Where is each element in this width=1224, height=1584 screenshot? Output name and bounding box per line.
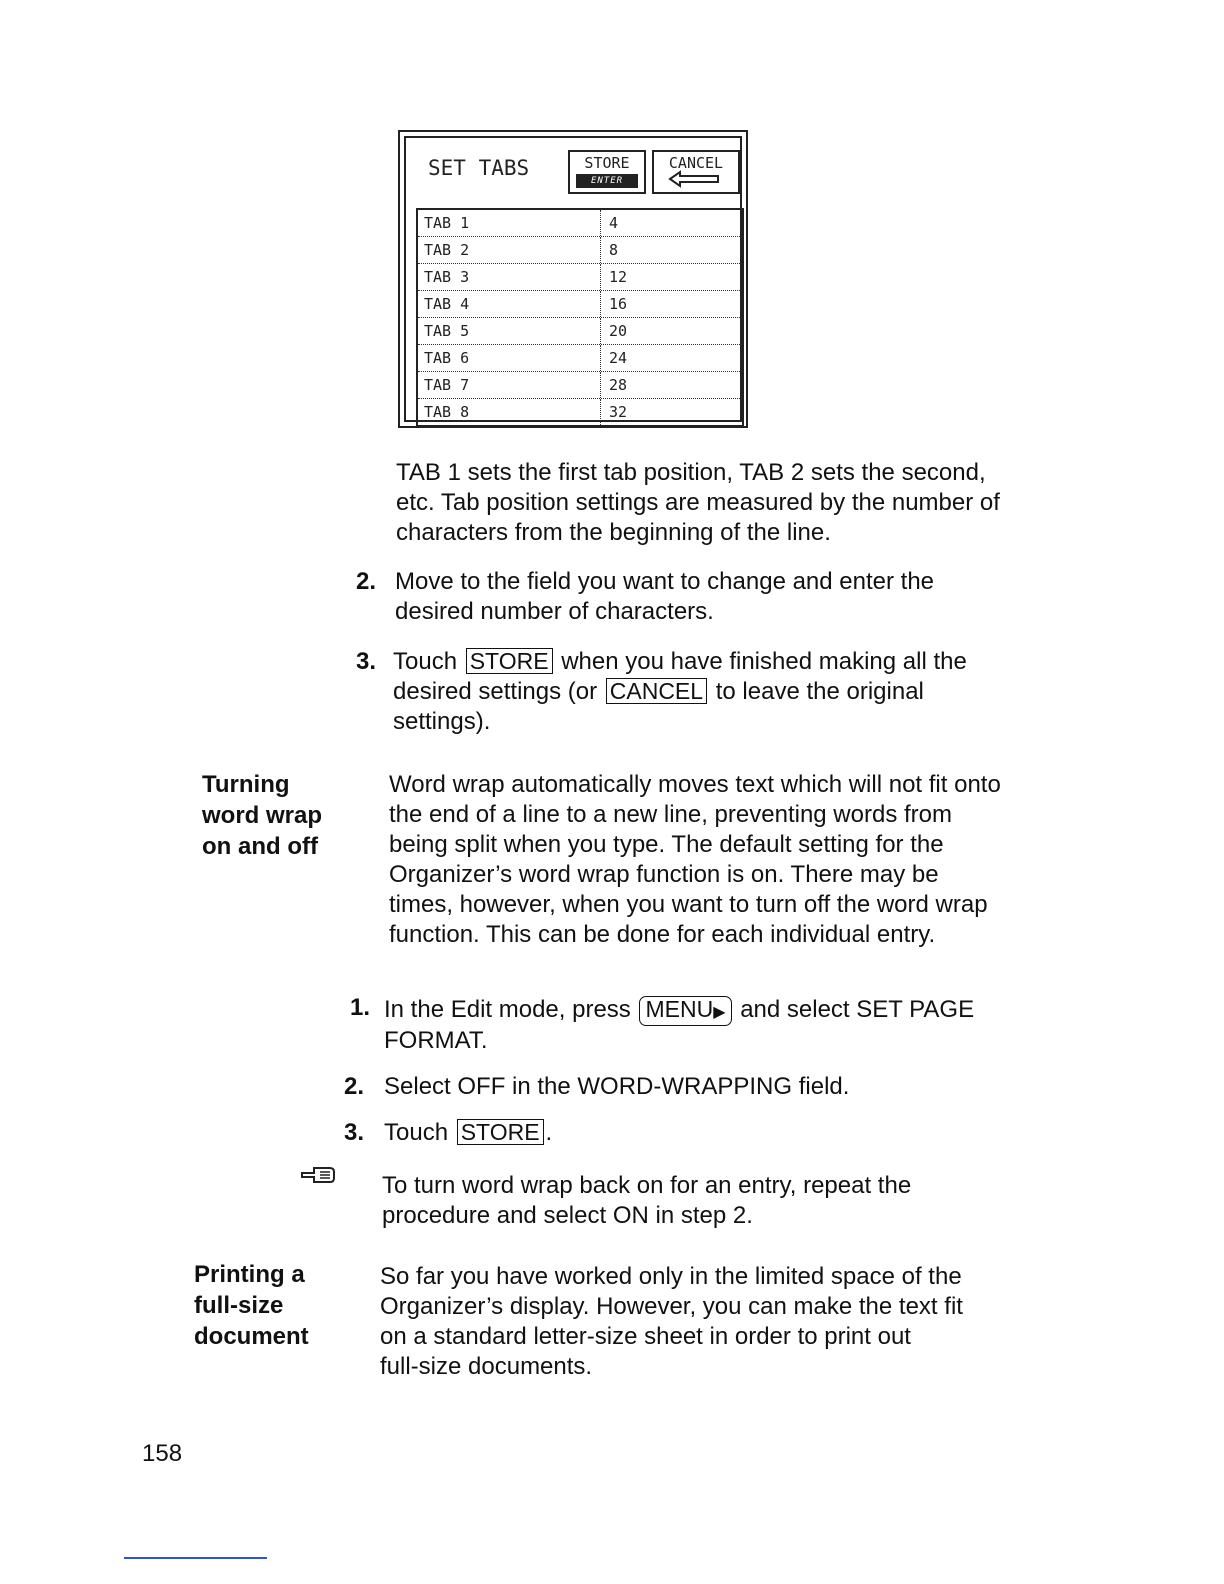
text-line: function. This can be done for each individual entry. bbox=[389, 921, 936, 948]
step-number: 1. bbox=[350, 994, 371, 1021]
step-number: 2. bbox=[344, 1073, 365, 1100]
screen-title: SET TABS bbox=[428, 156, 530, 180]
tab-row[interactable] bbox=[418, 237, 742, 264]
tab-row[interactable] bbox=[418, 264, 742, 291]
tab-row[interactable] bbox=[418, 291, 742, 318]
tab-value[interactable]: 32 bbox=[600, 399, 627, 425]
text-line: To turn word wrap back on for an entry, repeat the bbox=[382, 1172, 912, 1199]
ww-step-2-text: Select OFF in the WORD-WRAPPING field. bbox=[384, 1073, 850, 1100]
heading-line: on and off bbox=[202, 833, 318, 860]
step-number: 2. bbox=[356, 568, 377, 595]
ww-step-3-text bbox=[384, 1118, 552, 1148]
tab-name: TAB 5 bbox=[424, 322, 470, 340]
word-wrap-note bbox=[382, 1171, 911, 1231]
text-line: FORMAT. bbox=[384, 1027, 488, 1054]
text-span: . bbox=[545, 1119, 553, 1146]
text-line: the end of a line to a new line, preventing words from bbox=[389, 801, 952, 828]
text-line: characters from the beginning of the line. bbox=[396, 519, 831, 546]
tab-name: TAB 6 bbox=[424, 349, 470, 367]
tabs-intro-paragraph bbox=[396, 458, 1000, 548]
cancel-key: CANCEL bbox=[606, 678, 707, 704]
tab-name: TAB 8 bbox=[424, 403, 470, 421]
cancel-button-label: CANCEL bbox=[668, 154, 724, 172]
heading-line: word wrap bbox=[202, 802, 323, 829]
text-line: full-size documents. bbox=[380, 1353, 593, 1380]
store-button[interactable] bbox=[568, 150, 646, 194]
tab-row[interactable] bbox=[418, 345, 742, 372]
menu-key-label: MENU bbox=[645, 996, 714, 1022]
tab-name: TAB 4 bbox=[424, 295, 470, 313]
text-line bbox=[393, 647, 967, 677]
tab-settings-table bbox=[416, 208, 744, 427]
text-line: procedure and select ON in step 2. bbox=[382, 1202, 753, 1229]
step-2-text bbox=[395, 567, 934, 627]
text-line: desired number of characters. bbox=[395, 598, 714, 625]
text-line: So far you have worked only in the limited space of the bbox=[380, 1263, 962, 1290]
set-tabs-screen bbox=[398, 130, 748, 428]
tab-name: TAB 7 bbox=[424, 376, 470, 394]
footer-divider bbox=[124, 1557, 267, 1559]
play-icon: ▶ bbox=[713, 1004, 726, 1021]
store-key: STORE bbox=[466, 648, 553, 674]
text-span: Touch bbox=[393, 648, 458, 675]
text-line: Organizer’s word wrap function is on. There may be bbox=[389, 861, 939, 888]
tab-name: TAB 2 bbox=[424, 241, 470, 259]
tab-row[interactable] bbox=[418, 318, 742, 345]
text-line: settings). bbox=[393, 708, 491, 735]
tab-row[interactable] bbox=[418, 399, 742, 425]
tab-value[interactable]: 24 bbox=[600, 345, 627, 371]
step-number: 3. bbox=[344, 1119, 365, 1146]
text-line: etc. Tab position settings are measured by the number of bbox=[396, 489, 1000, 516]
cancel-button[interactable] bbox=[652, 150, 740, 194]
tab-value[interactable]: 8 bbox=[600, 237, 618, 263]
heading-line: Printing a bbox=[194, 1261, 305, 1288]
tab-name: TAB 3 bbox=[424, 268, 470, 286]
tab-value[interactable]: 4 bbox=[600, 210, 618, 236]
text-line: Word wrap automatically moves text which will not fit onto bbox=[389, 771, 1001, 798]
page-number: 158 bbox=[142, 1440, 183, 1467]
text-span: desired settings (or bbox=[393, 678, 598, 705]
tab-value[interactable]: 16 bbox=[600, 291, 627, 317]
text-line: TAB 1 sets the first tab position, TAB 2 sets the second, bbox=[396, 459, 986, 486]
text-line: Organizer’s display. However, you can make the text fit bbox=[380, 1293, 963, 1320]
return-arrow-icon bbox=[668, 170, 724, 188]
text-span: and select SET PAGE bbox=[740, 996, 975, 1023]
heading-line: Turning bbox=[202, 771, 290, 798]
tab-name: TAB 1 bbox=[424, 214, 470, 232]
tab-value[interactable]: 28 bbox=[600, 372, 627, 398]
ww-step-1-text bbox=[384, 995, 974, 1056]
screen-frame bbox=[404, 136, 742, 422]
text-line bbox=[384, 995, 974, 1026]
tab-value[interactable]: 20 bbox=[600, 318, 627, 344]
text-span: when you have finished making all the bbox=[561, 648, 967, 675]
text-span: to leave the original bbox=[715, 678, 924, 705]
word-wrap-body bbox=[389, 770, 1001, 950]
printing-body bbox=[380, 1262, 963, 1382]
heading-line: full-size bbox=[194, 1292, 284, 1319]
text-span: In the Edit mode, press bbox=[384, 996, 631, 1023]
text-span: Touch bbox=[384, 1119, 449, 1146]
word-wrap-heading bbox=[202, 769, 322, 862]
text-line: on a standard letter-size sheet in order to print out bbox=[380, 1323, 911, 1350]
tab-row[interactable] bbox=[418, 372, 742, 399]
text-line: being split when you type. The default setting for the bbox=[389, 831, 944, 858]
store-button-label: STORE bbox=[584, 154, 630, 172]
step-3-text bbox=[393, 647, 967, 737]
tab-value[interactable]: 12 bbox=[600, 264, 627, 290]
menu-key bbox=[639, 996, 731, 1026]
enter-key-label: ENTER bbox=[576, 174, 638, 188]
step-number: 3. bbox=[356, 648, 377, 675]
heading-line: document bbox=[194, 1323, 309, 1350]
text-line: Move to the field you want to change and enter the bbox=[395, 568, 935, 595]
pointing-hand-icon bbox=[300, 1163, 338, 1187]
text-line: times, however, when you want to turn off the word wrap bbox=[389, 891, 988, 918]
tab-row[interactable] bbox=[418, 210, 742, 237]
store-key: STORE bbox=[457, 1119, 544, 1145]
printing-heading bbox=[194, 1259, 309, 1352]
text-line bbox=[393, 677, 967, 707]
